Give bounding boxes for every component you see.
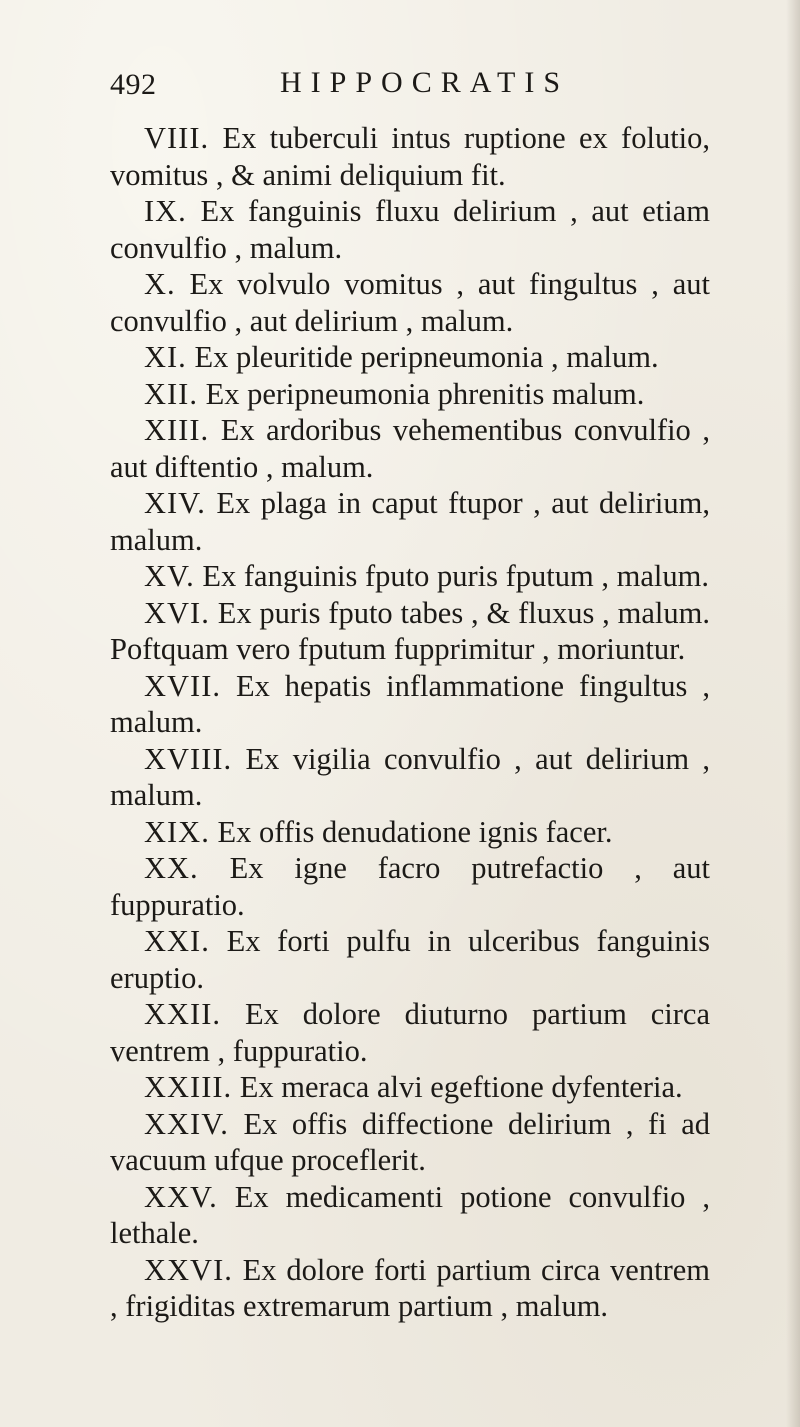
aphorism-text: Ex dolore diuturno partium circa ventrem , fuppuratio. — [110, 997, 711, 1068]
aphorism-text: Ex fanguinis fputo puris fputum , malum. — [202, 559, 709, 593]
aphorism — [110, 996, 710, 1069]
page-edge-shadow — [786, 0, 800, 1427]
aphorism — [110, 558, 710, 595]
aphorism-text: Ex peripneumonia phrenitis malum. — [205, 376, 645, 411]
aphorism — [110, 193, 710, 266]
aphorism — [110, 376, 710, 413]
aphorism-number: XXI. — [144, 924, 210, 958]
aphorism-text: Ex pleuritide peripneumonia , malum. — [194, 340, 659, 374]
aphorism-number: XXVI. — [144, 1252, 233, 1287]
aphorism — [110, 1252, 710, 1325]
aphorism — [110, 595, 710, 668]
aphorism-number: XVIII. — [144, 741, 233, 776]
aphorism-text: Ex offis diffectione delirium , fi ad vacuum ufque proceflerit. — [110, 1106, 710, 1177]
aphorism-text: Ex vigilia convulfio , aut delirium , malum. — [110, 741, 710, 812]
aphorism-list — [110, 120, 710, 1325]
aphorism-number: XIV. — [144, 486, 206, 520]
aphorism-text: Ex offis denudatione ignis facer. — [217, 814, 613, 849]
aphorism-number: XV. — [144, 559, 195, 593]
aphorism — [110, 814, 710, 851]
aphorism-text: Ex puris fputo tabes , & fluxus , malum. Poftquam vero fputum fupprimitur , moriuntur. — [110, 595, 710, 666]
aphorism-text: Ex medicamenti potione convulfio , lethale. — [110, 1179, 711, 1250]
aphorism-text: Ex hepatis inflammatione fingultus , malum. — [110, 668, 711, 739]
aphorism-text: Ex forti pulfu in ulceribus fanguinis eruptio. — [110, 924, 711, 995]
aphorism-number: XIII. — [144, 413, 210, 447]
page-number: 492 — [110, 68, 157, 101]
aphorism-number: XII. — [144, 376, 198, 411]
aphorism — [110, 923, 710, 996]
aphorism — [110, 1069, 710, 1106]
aphorism-number: XIX. — [144, 814, 210, 849]
aphorism — [110, 668, 710, 741]
aphorism-text: Ex igne facro putrefactio , aut fuppuratio. — [110, 851, 711, 922]
aphorism — [110, 485, 710, 558]
aphorism-number: XXV. — [144, 1179, 218, 1214]
aphorism — [110, 741, 710, 814]
aphorism-text: Ex plaga in caput ftupor , aut delirium, malum. — [110, 486, 710, 557]
aphorism-text: Ex ardoribus vehementibus convulfio , aut diftentio , malum. — [110, 413, 710, 484]
aphorism-number: XXIV. — [144, 1106, 229, 1141]
aphorism-number: X. — [144, 267, 176, 301]
aphorism-text: Ex fanguinis fluxu delirium , aut etiam convulfio , malum. — [110, 194, 711, 265]
aphorism-number: XXIII. — [144, 1070, 233, 1104]
aphorism-number: XVI. — [144, 595, 210, 630]
aphorism-number: XXII. — [144, 997, 221, 1031]
aphorism-text: Ex tuberculi intus ruptione ex folutio, vomitus , & animi deliquium fit. — [110, 121, 711, 192]
aphorism-number: VIII. — [144, 121, 210, 155]
aphorism — [110, 120, 710, 193]
aphorism-text: Ex dolore forti partium circa ventrem , frigiditas extremarum partium , malum. — [110, 1252, 710, 1323]
aphorism-number: XI. — [144, 340, 187, 374]
page-header — [110, 66, 630, 110]
aphorism — [110, 1179, 710, 1252]
aphorism — [110, 266, 710, 339]
aphorism-number: XX. — [144, 851, 199, 885]
running-head: HIPPOCRATIS — [280, 66, 570, 99]
aphorism — [110, 412, 710, 485]
aphorism — [110, 1106, 710, 1179]
aphorism-text: Ex volvulo vomitus , aut fingultus , aut convulfio , aut delirium , malum. — [110, 267, 710, 338]
aphorism-number: IX. — [144, 194, 187, 228]
aphorism — [110, 850, 710, 923]
aphorism-number: XVII. — [144, 668, 221, 703]
aphorism — [110, 339, 710, 376]
aphorism-text: Ex meraca alvi egeftione dyfenteria. — [239, 1070, 683, 1104]
